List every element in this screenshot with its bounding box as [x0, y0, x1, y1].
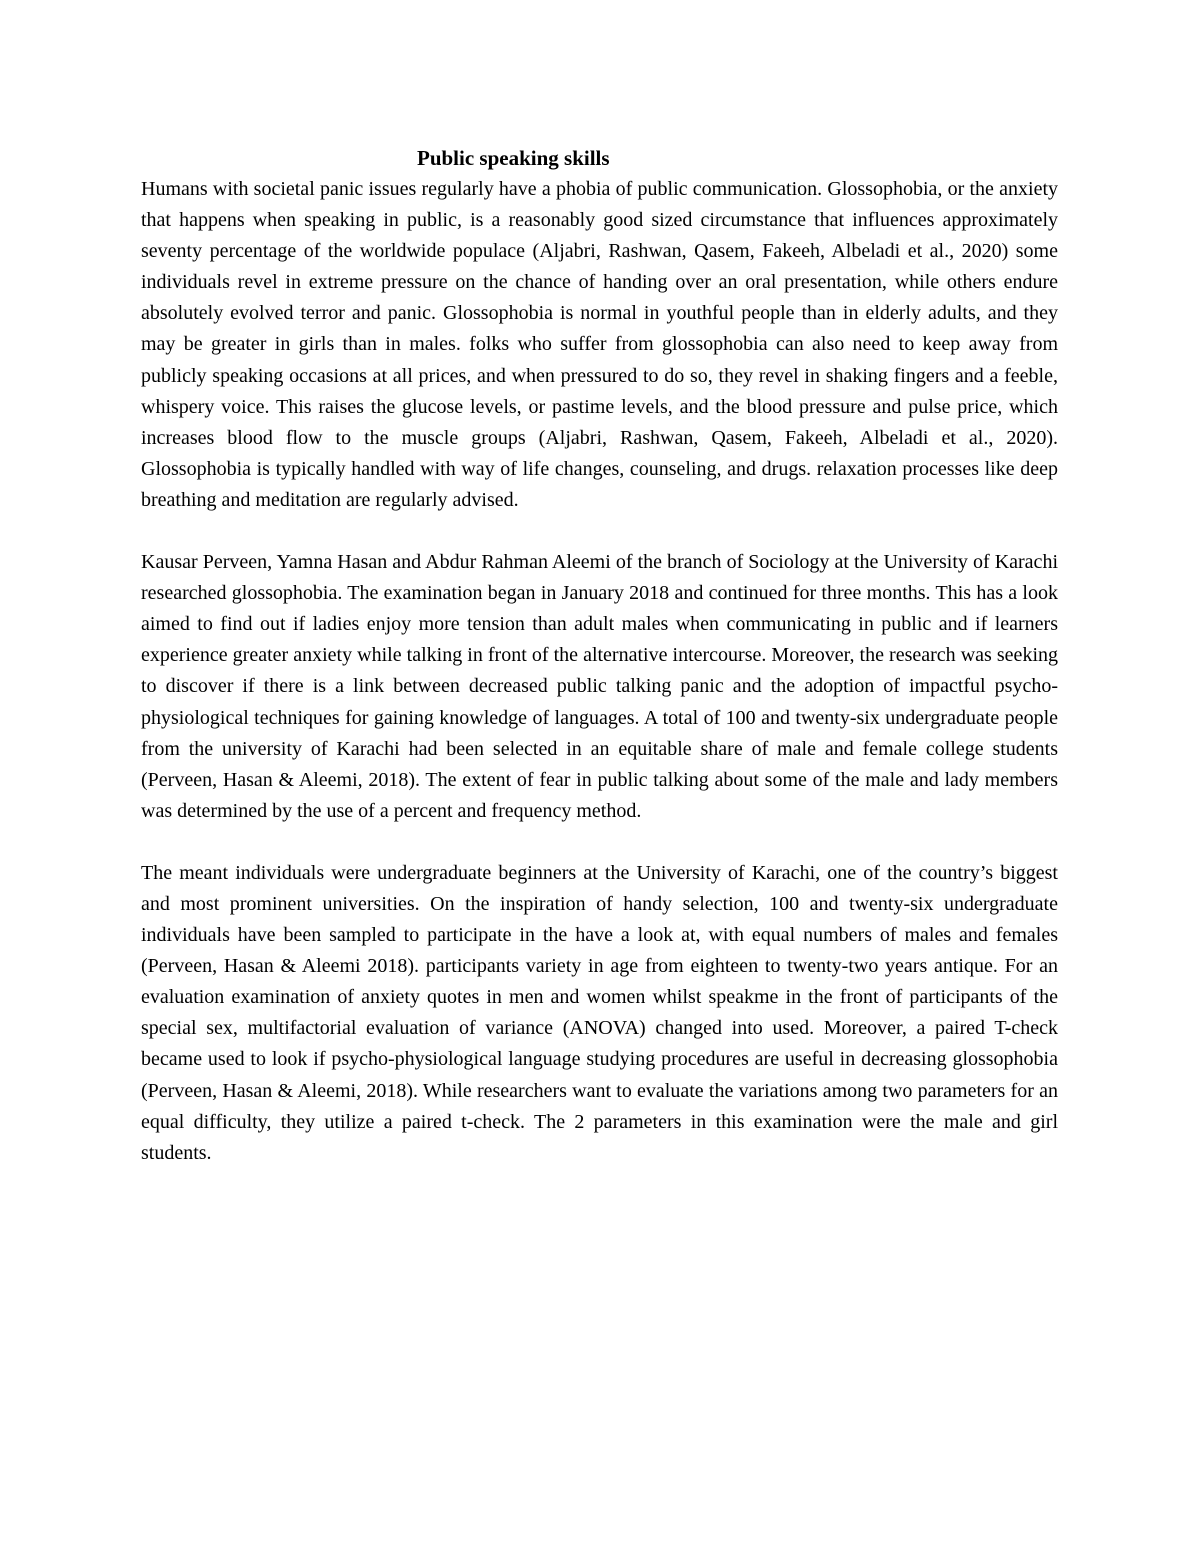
document-title: Public speaking skills: [417, 146, 610, 170]
paragraph-study-method: The meant individuals were undergraduate beginners at the University of Karachi, one of the country’s biggest and most prominent universities. On the inspiration of handy selection, 100 and twenty-six undergraduate individuals have been sampled to participate in the have a look at, with equal numbers of males and females (Perveen, Hasan & Aleemi 2018). participants variety in age from eighteen to twenty-two years antique. For an evaluation examination of anxiety quotes in men and women whilst speakme in the front of participants of the special sex, multifactorial evaluation of variance (ANOVA) changed into used. Moreover, a paired T-check became used to look if psycho-physiological language studying procedures are useful in decreasing glossophobia (Perveen, Hasan & Aleemi, 2018). While researchers want to evaluate the variations among two parameters for an equal difficulty, they utilize a paired t-check. The 2 parameters in this examination were the male and girl students.: [141, 861, 1058, 1164]
paragraph-glossophobia-overview: Humans with societal panic issues regularly have a phobia of public communication. Glossophobia, or the anxiety that happens when speaking in public, is a reasonably good sized circumstance that influences approximately seventy percentage of the worldwide populace (Aljabri, Rashwan, Qasem, Fakeeh, Albeladi et al., 2020) some individuals revel in extreme pressure on the chance of handing over an oral presentation, while others endure absolutely evolved terror and panic. Glossophobia is normal in youthful people than in elderly adults, and they may be greater in girls than in males. folks who suffer from glossophobia can also need to keep away from publicly speaking occasions at all prices, and when pressured to do so, they revel in shaking fingers and a feeble, whispery voice. This raises the glucose levels, or pastime levels, and the blood pressure and pulse price, which increases blood flow to the muscle groups (Aljabri, Rashwan, Qasem, Fakeeh, Albeladi et al., 2020). Glossophobia is typically handled with way of life changes, counseling, and drugs. relaxation processes like deep breathing and meditation are regularly advised.: [141, 178, 1058, 511]
paragraph-karachi-research: Kausar Perveen, Yamna Hasan and Abdur Rahman Aleemi of the branch of Sociology at the University of Karachi researched glossophobia. The examination began in January 2018 and continued for three months. This has a look aimed to find out if ladies enjoy more tension than adult males when communicating in public and if learners experience greater anxiety while talking in front of the alternative intercourse. Moreover, the research was seeking to discover if there is a link between decreased public talking panic and the adoption of impactful psycho-physiological techniques for gaining knowledge of languages. A total of 100 and twenty-six undergraduate people from the university of Karachi had been selected in an equitable share of male and female college students (Perveen, Hasan & Aleemi, 2018). The extent of fear in public talking about some of the male and lady members was determined by the use of a percent and frequency method.: [141, 551, 1058, 822]
document-body: [141, 143, 1058, 1169]
